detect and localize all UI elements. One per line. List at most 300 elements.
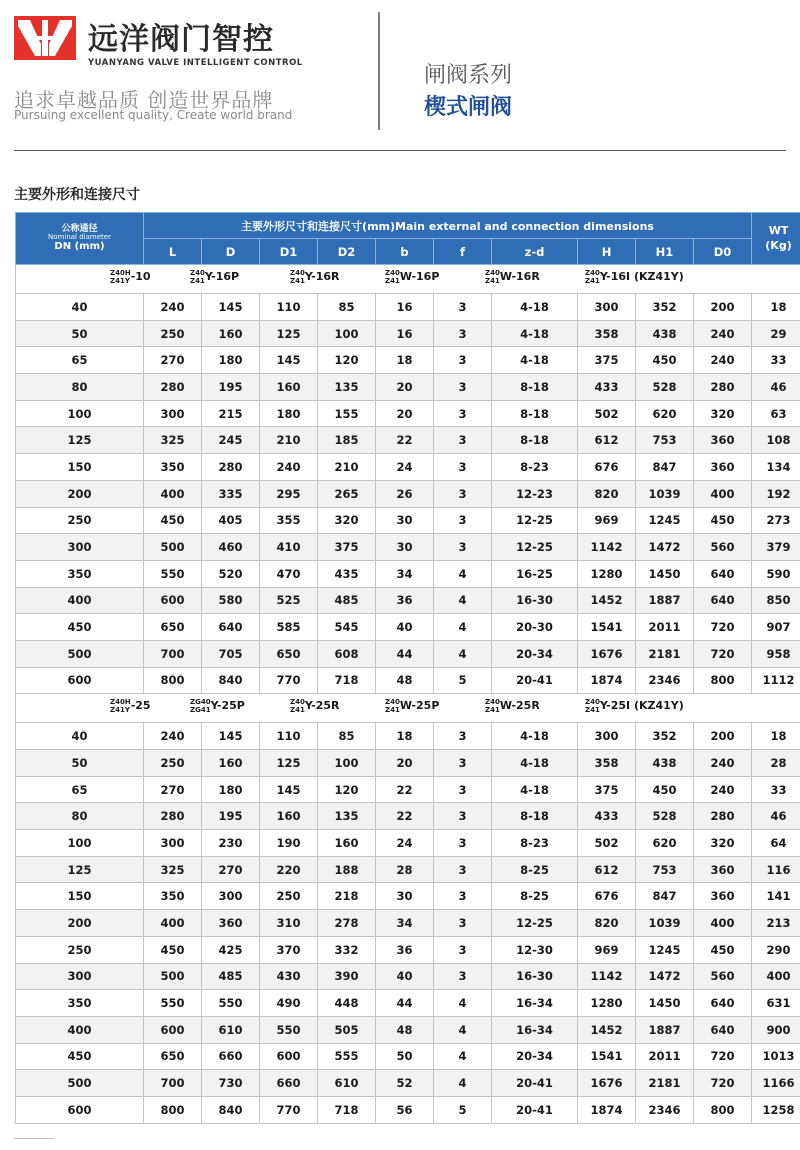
table-cell: 56 [376,1096,434,1123]
table-cell: 425 [202,936,260,963]
table-cell: 3 [434,427,492,454]
table-cell: 390 [318,963,376,990]
table-cell: 4-18 [492,347,578,374]
table-cell: 847 [636,883,694,910]
table-cell: 3 [434,507,492,534]
table-cell: 110 [260,723,318,750]
table-cell: 2346 [636,667,694,694]
table-cell: 22 [376,776,434,803]
dn-header: 公称通径 Nominal diameter DN (mm) [16,213,144,265]
table-cell: 28 [752,750,800,777]
model-label: Z40 Z41W-16R [485,269,540,285]
table-row [16,640,800,667]
column-header: H [578,239,636,265]
dn-cell: 350 [16,990,144,1017]
table-cell: 26 [376,480,434,507]
table-cell: 188 [318,856,376,883]
table-cell: 718 [318,667,376,694]
table-cell: 8-23 [492,454,578,481]
table-cell: 155 [318,400,376,427]
table-cell: 753 [636,427,694,454]
table-cell: 215 [202,400,260,427]
table-cell: 160 [202,320,260,347]
table-cell: 30 [376,534,434,561]
column-header: D [202,239,260,265]
table-cell: 600 [144,1016,202,1043]
table-cell: 295 [260,480,318,507]
model-label: Z40 Z41Y-16R [290,269,340,285]
table-cell: 40 [376,963,434,990]
table-row [16,803,800,830]
table-cell: 1472 [636,534,694,561]
table-cell: 20-41 [492,1096,578,1123]
table-cell: 375 [318,534,376,561]
dn-cell: 100 [16,830,144,857]
table-cell: 450 [636,776,694,803]
table-cell: 18 [752,294,800,321]
dn-cell: 250 [16,507,144,534]
table-cell: 16-30 [492,587,578,614]
table-cell: 400 [694,910,752,937]
table-cell: 18 [376,347,434,374]
table-cell: 438 [636,750,694,777]
table-cell: 300 [144,400,202,427]
table-cell: 2181 [636,1070,694,1097]
column-header: D1 [260,239,318,265]
table-cell: 160 [318,830,376,857]
table-cell: 528 [636,803,694,830]
table-row [16,723,800,750]
table-cell: 1541 [578,1043,636,1070]
table-row [16,1016,800,1043]
dn-cell: 50 [16,750,144,777]
dn-cell: 250 [16,936,144,963]
table-cell: 358 [578,320,636,347]
table-cell: 8-18 [492,374,578,401]
table-cell: 300 [578,723,636,750]
table-cell: 375 [578,776,636,803]
table-cell: 145 [260,347,318,374]
table-cell: 705 [202,640,260,667]
table-cell: 1013 [752,1043,800,1070]
table-cell: 20-41 [492,1070,578,1097]
table-cell: 375 [578,347,636,374]
table-cell: 265 [318,480,376,507]
table-cell: 608 [318,640,376,667]
table-cell: 270 [144,776,202,803]
table-cell: 460 [202,534,260,561]
table-cell: 85 [318,294,376,321]
table-cell: 280 [694,803,752,830]
model-label: ZG40 ZG41Y-25P [190,698,245,715]
dn-cell: 125 [16,856,144,883]
table-cell: 116 [752,856,800,883]
table-cell: 145 [202,294,260,321]
table-cell: 360 [694,856,752,883]
table-cell: 550 [144,560,202,587]
table-cell: 125 [260,750,318,777]
table-cell: 612 [578,427,636,454]
table-cell: 640 [202,614,260,641]
dn-cell: 300 [16,534,144,561]
table-cell: 135 [318,374,376,401]
model-label: Z40 Z41Y-16I (KZ41Y) [585,269,684,285]
table-cell: 410 [260,534,318,561]
table-cell: 3 [434,883,492,910]
table-cell: 650 [144,614,202,641]
model-row [16,265,800,294]
table-cell: 350 [144,454,202,481]
table-cell: 840 [202,1096,260,1123]
table-cell: 3 [434,856,492,883]
table-cell: 3 [434,480,492,507]
table-cell: 969 [578,507,636,534]
dn-cell: 100 [16,400,144,427]
table-cell: 180 [260,400,318,427]
table-cell: 770 [260,1096,318,1123]
table-cell: 470 [260,560,318,587]
table-cell: 1887 [636,1016,694,1043]
dn-cell: 600 [16,667,144,694]
table-cell: 280 [144,374,202,401]
table-cell: 3 [434,723,492,750]
table-cell: 335 [202,480,260,507]
dimensions-header: 主要外形尺寸和连接尺寸(mm)Main external and connection dimensions [144,213,752,239]
model-label: Z40 Z41W-25P [385,698,440,715]
table-cell: 753 [636,856,694,883]
table-cell: 3 [434,830,492,857]
table-cell: 4-18 [492,294,578,321]
table-cell: 1280 [578,990,636,1017]
dn-cell: 80 [16,374,144,401]
table-cell: 1245 [636,507,694,534]
table-cell: 4 [434,560,492,587]
table-cell: 240 [694,776,752,803]
table-cell: 800 [144,1096,202,1123]
table-cell: 250 [144,750,202,777]
table-row [16,830,800,857]
table-cell: 720 [694,614,752,641]
table-cell: 1142 [578,963,636,990]
table-cell: 448 [318,990,376,1017]
table-cell: 3 [434,374,492,401]
table-cell: 3 [434,910,492,937]
table-cell: 36 [376,587,434,614]
table-cell: 240 [144,294,202,321]
model-label: Z40 Z41W-25R [485,698,540,715]
table-cell: 195 [202,803,260,830]
table-cell: 240 [694,347,752,374]
table-cell: 245 [202,427,260,454]
table-cell: 1874 [578,667,636,694]
table-cell: 4 [434,1016,492,1043]
table-cell: 20-34 [492,640,578,667]
table-cell: 195 [202,374,260,401]
column-header: f [434,239,492,265]
table-cell: 125 [260,320,318,347]
table-cell: 600 [144,587,202,614]
table-cell: 620 [636,830,694,857]
table-cell: 273 [752,507,800,534]
table-cell: 1676 [578,640,636,667]
table-cell: 8-25 [492,856,578,883]
table-cell: 438 [636,320,694,347]
table-cell: 270 [202,856,260,883]
table-cell: 640 [694,990,752,1017]
table-cell: 800 [694,667,752,694]
table-cell: 33 [752,347,800,374]
table-cell: 29 [752,320,800,347]
table-cell: 320 [694,830,752,857]
table-cell: 16-34 [492,990,578,1017]
table-cell: 16-34 [492,1016,578,1043]
table-cell: 12-25 [492,534,578,561]
table-cell: 2181 [636,640,694,667]
table-cell: 300 [578,294,636,321]
dn-cell: 500 [16,640,144,667]
table-cell: 528 [636,374,694,401]
table-cell: 22 [376,427,434,454]
table-cell: 280 [694,374,752,401]
table-cell: 585 [260,614,318,641]
column-header: D2 [318,239,376,265]
table-cell: 134 [752,454,800,481]
table-cell: 520 [202,560,260,587]
table-cell: 370 [260,936,318,963]
table-cell: 1676 [578,1070,636,1097]
table-row [16,614,800,641]
table-cell: 230 [202,830,260,857]
table-cell: 185 [318,427,376,454]
table-cell: 270 [144,347,202,374]
table-cell: 50 [376,1043,434,1070]
table-cell: 8-18 [492,427,578,454]
page-header [0,0,800,150]
table-cell: 36 [376,936,434,963]
table-row [16,776,800,803]
table-row [16,294,800,321]
table-cell: 720 [694,1070,752,1097]
table-cell: 1280 [578,560,636,587]
table-row [16,454,800,481]
table-cell: 20 [376,750,434,777]
table-cell: 1039 [636,480,694,507]
table-cell: 250 [144,320,202,347]
table-cell: 145 [260,776,318,803]
product-series: 闸阀系列 [424,63,513,88]
table-cell: 300 [144,830,202,857]
table-cell: 12-25 [492,507,578,534]
column-header: b [376,239,434,265]
table-cell: 350 [144,883,202,910]
table-cell: 290 [752,936,800,963]
model-label: Z40 Z41Y-25I (KZ41Y) [585,698,684,715]
table-row [16,347,800,374]
table-cell: 8-23 [492,830,578,857]
table-cell: 400 [752,963,800,990]
table-cell: 433 [578,374,636,401]
table-cell: 4 [434,1070,492,1097]
table-cell: 120 [318,347,376,374]
dn-cell: 65 [16,347,144,374]
table-cell: 2011 [636,614,694,641]
table-cell: 550 [144,990,202,1017]
table-row [16,936,800,963]
table-cell: 20 [376,374,434,401]
table-cell: 240 [694,750,752,777]
table-cell: 120 [318,776,376,803]
column-header: H1 [636,239,694,265]
table-cell: 840 [202,667,260,694]
table-cell: 640 [694,1016,752,1043]
table-cell: 358 [578,750,636,777]
table-cell: 44 [376,990,434,1017]
table-row [16,1043,800,1070]
table-cell: 360 [694,427,752,454]
table-cell: 485 [318,587,376,614]
model-label: Z40H Z41Y-25 [110,698,151,715]
table-cell: 2346 [636,1096,694,1123]
table-cell: 18 [752,723,800,750]
weight-header: WT (Kg) [752,213,800,265]
table-cell: 4 [434,587,492,614]
table-cell: 3 [434,936,492,963]
brand-logo-icon [14,16,76,60]
table-cell: 1452 [578,587,636,614]
table-cell: 770 [260,667,318,694]
table-cell: 20-34 [492,1043,578,1070]
table-cell: 500 [144,534,202,561]
table-cell: 640 [694,560,752,587]
table-cell: 650 [144,1043,202,1070]
table-cell: 48 [376,1016,434,1043]
table-cell: 400 [144,910,202,937]
table-cell: 405 [202,507,260,534]
table-row [16,750,800,777]
table-cell: 640 [694,587,752,614]
table-cell: 110 [260,294,318,321]
table-cell: 320 [694,400,752,427]
table-cell: 502 [578,400,636,427]
table-cell: 1887 [636,587,694,614]
table-cell: 4-18 [492,723,578,750]
table-cell: 200 [694,723,752,750]
table-cell: 210 [318,454,376,481]
table-cell: 505 [318,1016,376,1043]
table-row [16,320,800,347]
table-cell: 718 [318,1096,376,1123]
table-cell: 500 [144,963,202,990]
dn-cell: 80 [16,803,144,830]
table-cell: 180 [202,347,260,374]
table-cell: 847 [636,454,694,481]
table-cell: 325 [144,856,202,883]
table-cell: 145 [202,723,260,750]
table-cell: 180 [202,776,260,803]
model-label: Z40 Z41W-16P [385,269,440,285]
table-cell: 1245 [636,936,694,963]
table-cell: 525 [260,587,318,614]
table-cell: 4 [434,614,492,641]
table-cell: 5 [434,667,492,694]
table-row [16,910,800,937]
table-cell: 3 [434,803,492,830]
table-cell: 22 [376,803,434,830]
table-cell: 360 [694,883,752,910]
table-cell: 1166 [752,1070,800,1097]
dn-cell: 400 [16,1016,144,1043]
table-cell: 34 [376,910,434,937]
table-cell: 4 [434,990,492,1017]
table-row [16,963,800,990]
column-header: L [144,239,202,265]
dimensions-table [15,212,800,1124]
table-row [16,560,800,587]
table-cell: 450 [694,507,752,534]
table-cell: 1452 [578,1016,636,1043]
table-row [16,507,800,534]
table-cell: 24 [376,830,434,857]
table-cell: 24 [376,454,434,481]
slogan-cn: 追求卓越品质 创造世界品牌 [14,88,274,112]
header-divider [378,12,380,130]
column-header: D0 [694,239,752,265]
table-cell: 34 [376,560,434,587]
table-cell: 560 [694,534,752,561]
table-cell: 3 [434,534,492,561]
table-cell: 355 [260,507,318,534]
table-cell: 46 [752,803,800,830]
table-cell: 676 [578,454,636,481]
dn-cell: 300 [16,963,144,990]
slogan-en: Pursuing excellent quality, Create world brand [14,108,293,122]
table-cell: 352 [636,723,694,750]
table-cell: 550 [202,990,260,1017]
table-cell: 8-18 [492,803,578,830]
table-cell: 18 [376,723,434,750]
table-cell: 1112 [752,667,800,694]
table-cell: 485 [202,963,260,990]
dn-cell: 40 [16,294,144,321]
brand-name-cn: 远洋阀门智控 [88,22,274,57]
table-cell: 610 [318,1070,376,1097]
table-cell: 1142 [578,534,636,561]
section-title: 主要外形和连接尺寸 [14,187,140,203]
table-cell: 190 [260,830,318,857]
table-cell: 580 [202,587,260,614]
table-cell: 720 [694,1043,752,1070]
table-cell: 40 [376,614,434,641]
table-row [16,667,800,694]
table-cell: 400 [144,480,202,507]
dn-cell: 600 [16,1096,144,1123]
table-row [16,480,800,507]
table-cell: 16-25 [492,560,578,587]
table-cell: 33 [752,776,800,803]
table-cell: 332 [318,936,376,963]
table-cell: 280 [202,454,260,481]
table-row [16,587,800,614]
table-cell: 280 [144,803,202,830]
table-cell: 160 [260,803,318,830]
model-row [16,694,800,723]
table-cell: 820 [578,910,636,937]
table-row [16,1096,800,1123]
table-cell: 700 [144,1070,202,1097]
table-row [16,990,800,1017]
table-cell: 12-25 [492,910,578,937]
table-cell: 800 [694,1096,752,1123]
